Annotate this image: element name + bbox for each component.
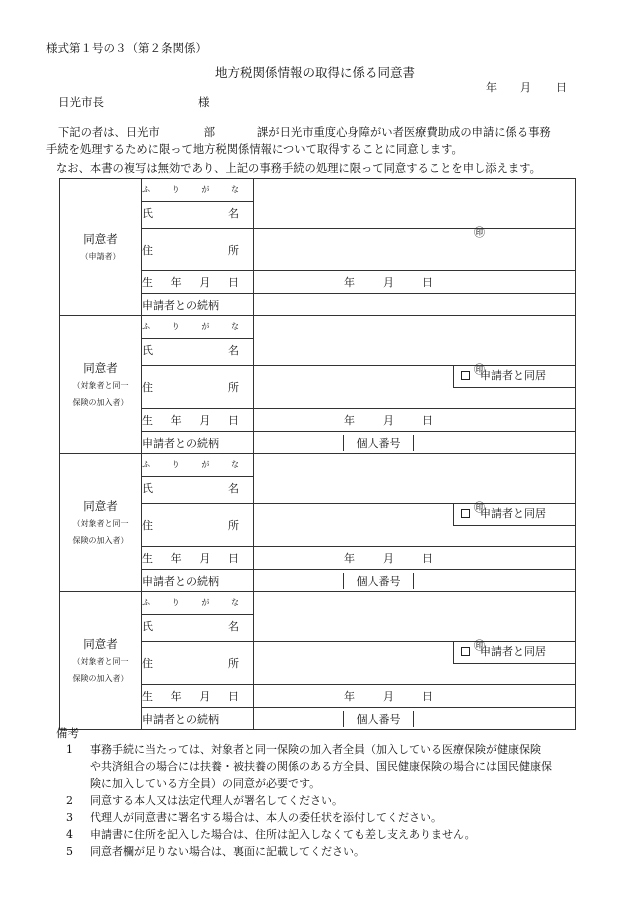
seal-mark: ㊞ — [474, 362, 485, 376]
remarks-heading: 備考 — [56, 726, 79, 740]
form-number: 様式第１号の３（第２条関係） — [46, 41, 207, 55]
checkbox-icon[interactable] — [461, 647, 470, 656]
dob-label: 生 年 月 日 — [142, 271, 254, 294]
consent-table — [59, 178, 576, 730]
relation-label: 申請者との続柄 — [142, 432, 254, 454]
address-label: 住 所 — [142, 229, 254, 271]
dob-label: 生 年 月 日 — [142, 685, 254, 708]
cohabit-checkbox[interactable] — [453, 504, 575, 526]
address-label: 住 所 — [142, 504, 254, 547]
section-title: 同意者 — [83, 636, 118, 651]
section-3-header — [60, 454, 142, 592]
remark-item: 1 事務手続に当たっては、対象者と同一保険の加入者全員（加入している医療保険が健康保険 や共済組合の場合には扶養・被扶養の関係のある方全員、国民健康保険の場合には国民健康保 険に加入している方全員）の同意が必要です。 — [66, 743, 552, 790]
address-field[interactable] — [254, 504, 576, 547]
addressee-honorific: 様 — [198, 95, 210, 109]
name-label: 氏 名 — [142, 339, 254, 366]
seal-mark: ㊞ — [474, 638, 485, 652]
address-field[interactable] — [254, 229, 576, 271]
intro-line1-a: 下記の者は、日光市 — [58, 126, 160, 139]
furigana-label: ふ り が な — [142, 592, 254, 615]
relation-field[interactable] — [254, 432, 576, 454]
section-1-header — [60, 179, 142, 316]
section-subtitle: （対象者と同一 — [72, 518, 129, 528]
dob-field[interactable]: 年 月 日 — [254, 685, 576, 708]
section-2-header — [60, 316, 142, 454]
address-field[interactable] — [254, 366, 576, 409]
checkbox-icon[interactable] — [461, 371, 470, 380]
intro-line2: 手続を処理するために限って地方税関係情報について取得することに同意します。 — [46, 143, 463, 156]
dob-label: 生 年 月 日 — [142, 409, 254, 432]
remark-item: 4 申請書に住所を記入した場合は、住所は記入しなくても差し支えありません。 — [66, 828, 476, 841]
remark-item: 2 同意する本人又は法定代理人が署名してください。 — [66, 794, 343, 807]
intro-line1-c: 課が日光市重度心身障がい者医療費助成の申請に係る事務 — [257, 126, 551, 139]
personal-number-field[interactable] — [414, 573, 575, 589]
cohabit-label: 申請者と同居 — [480, 645, 546, 658]
section-4-header — [60, 592, 142, 730]
section-title: 同意者 — [83, 498, 118, 513]
cohabit-checkbox[interactable] — [453, 642, 575, 664]
dob-field[interactable]: 年 月 日 — [254, 271, 576, 294]
seal-mark: ㊞ — [474, 500, 485, 514]
address-label: 住 所 — [142, 642, 254, 685]
personal-number-label: 個人番号 — [344, 435, 414, 451]
relation-label: 申請者との続柄 — [142, 570, 254, 592]
intro-note: なお、本書の複写は無効であり、上記の事務手続の処理に限って同意することを申し添えます。 — [56, 162, 541, 175]
section-subtitle: 保険の加入者） — [72, 535, 129, 545]
section-subtitle: 保険の加入者） — [72, 397, 129, 407]
remark-item: 5 同意者欄が足りない場合は、裏面に記載してください。 — [66, 845, 365, 858]
relation-field[interactable] — [254, 708, 576, 730]
address-field[interactable] — [254, 642, 576, 685]
date-month-label: 月 — [520, 81, 531, 94]
remark-item: 3 代理人が同意書に署名する場合は、本人の委任状を添付してください。 — [66, 811, 442, 824]
relation-label: 申請者との続柄 — [142, 708, 254, 730]
dob-field[interactable]: 年 月 日 — [254, 409, 576, 432]
address-label: 住 所 — [142, 366, 254, 409]
cohabit-checkbox[interactable] — [453, 366, 575, 388]
page-title: 地方税関係情報の取得に係る同意書 — [214, 65, 415, 80]
personal-number-field[interactable] — [414, 435, 575, 451]
cohabit-label: 申請者と同居 — [480, 369, 546, 382]
date-day-label: 日 — [556, 81, 567, 94]
dob-field[interactable]: 年 月 日 — [254, 547, 576, 570]
relation-field[interactable] — [254, 570, 576, 592]
intro-text — [46, 124, 551, 158]
relation-label: 申請者との続柄 — [142, 294, 254, 316]
dob-label: 生 年 月 日 — [142, 547, 254, 570]
date-year-label: 年 — [486, 81, 497, 94]
checkbox-icon[interactable] — [461, 509, 470, 518]
furigana-label: ふ り が な — [142, 316, 254, 339]
name-field[interactable] — [254, 179, 576, 239]
addressee-name: 日光市長 — [58, 95, 104, 109]
addressee — [58, 94, 210, 110]
section-title: 同意者 — [83, 360, 118, 375]
personal-number-field[interactable] — [414, 711, 575, 727]
section-subtitle: 保険の加入者） — [72, 673, 129, 683]
personal-number-label: 個人番号 — [344, 573, 414, 589]
section-title: 同意者 — [83, 231, 118, 246]
section-subtitle: （対象者と同一 — [72, 380, 129, 390]
intro-line1-b: 部 — [203, 126, 215, 139]
furigana-label: ふ り が な — [142, 179, 254, 202]
section-subtitle: （対象者と同一 — [72, 656, 129, 666]
personal-number-label: 個人番号 — [344, 711, 414, 727]
name-label: 氏 名 — [142, 202, 254, 229]
relation-field[interactable] — [254, 294, 576, 316]
seal-mark: ㊞ — [474, 225, 485, 239]
cohabit-label: 申請者と同居 — [480, 507, 546, 520]
furigana-label: ふ り が な — [142, 454, 254, 477]
section-subtitle: （申請者） — [80, 251, 121, 261]
name-label: 氏 名 — [142, 477, 254, 504]
name-label: 氏 名 — [142, 615, 254, 642]
